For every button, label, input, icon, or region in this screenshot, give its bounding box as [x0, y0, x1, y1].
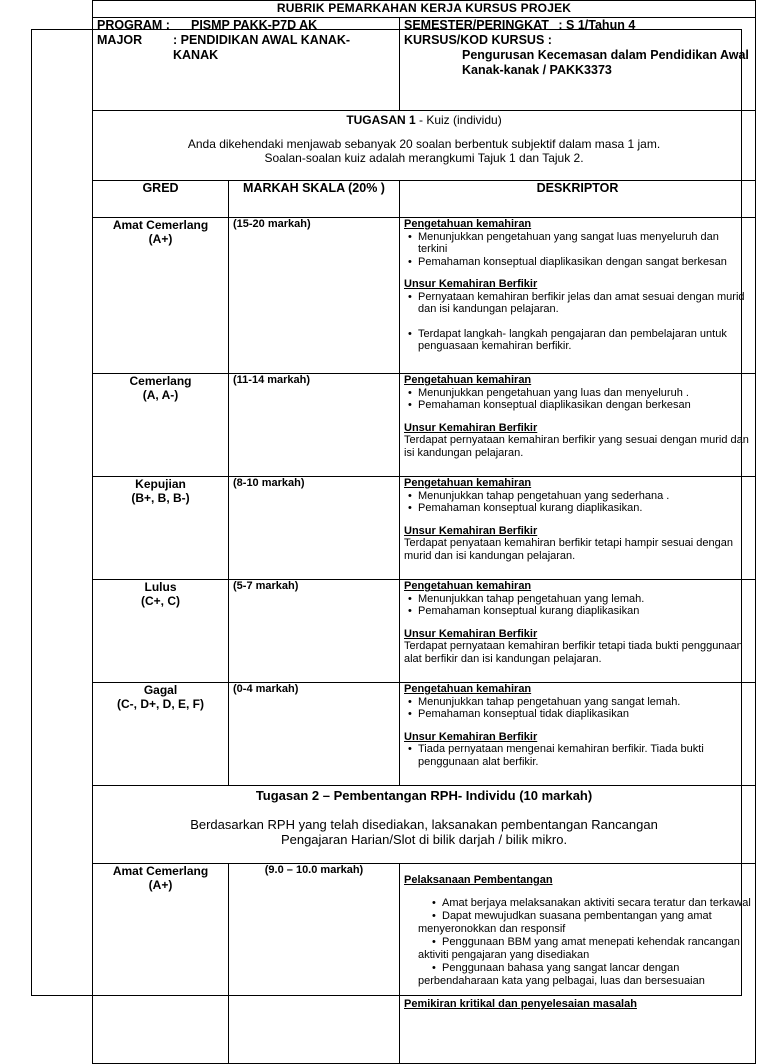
descriptor-list: [404, 593, 751, 618]
rubric-title: RUBRIK PEMARKAHAN KERJA KURSUS PROJEK: [93, 1, 756, 18]
descriptor-text: Terdapat penyataan kemahiran berfikir tetapi hampir sesuai dengan murid dan isi kandungan pelajaran.: [404, 537, 733, 562]
task2-rows: [93, 864, 756, 1064]
program-label: PROGRAM :: [97, 18, 170, 32]
grade-code: (A, A-): [142, 388, 179, 402]
descriptor-item: • Pemahaman konseptual tidak diaplikasikan: [418, 708, 751, 721]
grade-code: (B+, B, B-): [131, 491, 190, 505]
descriptor-cell: [400, 683, 756, 786]
section-heading: Pengetahuan kemahiran: [404, 477, 532, 489]
descriptor-item: • Pemahaman konseptual kurang diaplikasikan: [418, 605, 751, 618]
descriptor-text: Terdapat pernyataan kemahiran berfikir yang sesuai dengan murid dan isi kandungan pelajaran.: [404, 434, 749, 459]
grade-row: [93, 580, 756, 683]
grade-name: Kepujian: [135, 477, 186, 491]
program-value: PISMP PAKK-P7D AK: [191, 18, 318, 32]
section-heading: Pengetahuan kemahiran: [404, 374, 532, 386]
task1-rows: [93, 218, 756, 786]
section-heading: Unsur Kemahiran Berfikir: [404, 524, 538, 537]
title-row: [93, 1, 756, 18]
section-heading: Unsur Kemahiran Berfikir: [404, 278, 538, 290]
grade-code: (A+): [148, 232, 173, 246]
course-label: KURSUS/KOD KURSUS :: [404, 33, 552, 47]
semester-value: : S 1/Tahun 4: [558, 18, 636, 32]
task1-instruction-line1: Anda dikehendaki menjawab sebanyak 20 soalan berbentuk subjektif dalam masa 1 jam.: [187, 137, 661, 151]
col-mark-header: MARKAH SKALA (20% ): [229, 181, 400, 218]
grade-cell: [93, 374, 229, 477]
descriptor-cell: [400, 477, 756, 580]
col-grade-header: GRED: [93, 181, 229, 218]
grade-row: [93, 374, 756, 477]
grade-code: (C+, C): [141, 594, 180, 608]
grade-cell: [93, 218, 229, 374]
mark-range: (9.0 – 10.0 markah): [229, 864, 400, 1064]
descriptor-cell: [400, 580, 756, 683]
section-heading: Pemikiran kritikal dan penyelesaian masalah: [404, 998, 637, 1010]
descriptor-item: • Amat berjaya melaksanakan aktiviti secara teratur dan terkawal: [418, 897, 751, 910]
section-heading: Pengetahuan kemahiran: [404, 580, 532, 592]
spacer: [404, 721, 751, 731]
section-heading: Unsur Kemahiran Berfikir: [404, 730, 538, 743]
major-label: MAJOR: [97, 33, 143, 47]
descriptor-item: • Menunjukkan tahap pengetahuan yang sederhana .: [418, 490, 751, 503]
semester-course-cell: [400, 18, 756, 111]
descriptor-item: • Dapat mewujudkan suasana pembentangan yang amat menyeronokkan dan responsif: [418, 910, 751, 935]
major-value: : PENDIDIKAN AWAL KANAK-KANAK: [173, 33, 351, 62]
task2-cell: [93, 786, 756, 864]
grade-name: Amat Cemerlang: [112, 218, 209, 232]
grade-row: [93, 477, 756, 580]
task2-instruction-line2: Pengajaran Harian/Slot di bilik darjah / bilik mikro.: [280, 832, 568, 847]
section-heading: Pengetahuan kemahiran: [404, 218, 532, 230]
grade-cell: [93, 683, 229, 786]
grade-code: (A+): [148, 878, 173, 892]
grade-code: (C-, D+, D, E, F): [117, 697, 204, 711]
spacer: [404, 618, 751, 628]
section-heading: Unsur Kemahiran Berfikir: [404, 627, 538, 640]
grade-row: [93, 218, 756, 374]
grade-row: [93, 864, 756, 1064]
rubric-table: [92, 0, 756, 1064]
descriptor-item: • Pernyataan kemahiran berfikir jelas dan amat sesuai dengan murid dan isi kandungan pelajaran.: [418, 291, 751, 316]
descriptor-list: [404, 743, 751, 768]
mark-range: (8-10 markah): [229, 477, 400, 580]
section-heading: Pengetahuan kemahiran: [404, 683, 532, 695]
descriptor-list: [404, 231, 751, 269]
grade-name: Lulus: [144, 580, 177, 594]
course-value: Pengurusan Kecemasan dalam Pendidikan Awal Kanak-kanak / PAKK3373: [462, 48, 749, 77]
descriptor-list: [404, 696, 751, 721]
descriptor-item: • Pemahaman konseptual diaplikasikan dengan sangat berkesan: [418, 256, 751, 269]
info-row: [93, 18, 756, 111]
descriptor-text: Terdapat pernyataan kemahiran berfikir tetapi tiada bukti penggunaan alat berfikir dan isi kandungan pelajaran.: [404, 640, 743, 665]
task2-instruction-line1: Berdasarkan RPH yang telah disediakan, laksanakan pembentangan Rancangan: [190, 817, 658, 832]
descriptor-cell: [400, 374, 756, 477]
descriptor-cell: [400, 864, 756, 1064]
column-header-row: [93, 181, 756, 218]
col-descriptor-header: DESKRIPTOR: [400, 181, 756, 218]
task2-title: Tugasan 2 – Pembentangan RPH- Individu (10 markah): [255, 788, 593, 803]
spacer: [404, 515, 751, 525]
grade-name: Gagal: [143, 683, 178, 697]
grade-cell: [93, 864, 229, 1064]
descriptor-item: • Menunjukkan pengetahuan yang luas dan menyeluruh .: [418, 387, 751, 400]
spacer: [404, 988, 751, 998]
task1-row: [93, 111, 756, 181]
grade-name: Amat Cemerlang: [112, 864, 209, 878]
semester-label: SEMESTER/PERINGKAT: [404, 18, 549, 32]
descriptor-cell: [400, 218, 756, 374]
descriptor-item: • Pemahaman konseptual kurang diaplikasikan.: [418, 502, 751, 515]
descriptor-item: • Pemahaman konseptual diaplikasikan dengan berkesan: [418, 399, 751, 412]
descriptor-item: • Terdapat langkah- langkah pengajaran dan pembelajaran untuk penguasaan kemahiran berfikir.: [418, 328, 751, 353]
spacer: [404, 268, 751, 278]
descriptor-list: [404, 291, 751, 353]
grade-name: Cemerlang: [129, 374, 192, 388]
grade-row: [93, 683, 756, 786]
task2-row: [93, 786, 756, 864]
spacer: [404, 412, 751, 422]
mark-range: (5-7 markah): [229, 580, 400, 683]
descriptor-item: • Menunjukkan pengetahuan yang sangat luas menyeluruh dan terkini: [418, 231, 751, 256]
section-heading: Pelaksanaan Pembentangan: [404, 874, 553, 886]
task1-subtitle: - Kuiz (individu): [415, 113, 502, 127]
descriptor-item: • Tiada pernyataan mengenai kemahiran berfikir. Tiada bukti penggunaan alat berfikir.: [418, 743, 751, 768]
section-heading: Unsur Kemahiran Berfikir: [404, 421, 538, 434]
descriptor-list: [404, 897, 751, 988]
descriptor-item: • Menunjukkan tahap pengetahuan yang lemah.: [418, 593, 751, 606]
mark-range: (11-14 markah): [229, 374, 400, 477]
task1-title: TUGASAN 1: [346, 113, 416, 127]
task1-instruction-line2: Soalan-soalan kuiz adalah merangkumi Tajuk 1 dan Tajuk 2.: [264, 151, 584, 165]
mark-range: (0-4 markah): [229, 683, 400, 786]
task1-cell: [93, 111, 756, 181]
spacer: [404, 887, 751, 897]
mark-range: (15-20 markah): [229, 218, 400, 374]
descriptor-item: • Menunjukkan tahap pengetahuan yang sangat lemah.: [418, 696, 751, 709]
grade-cell: [93, 477, 229, 580]
descriptor-list: [404, 490, 751, 515]
descriptor-list: [404, 387, 751, 412]
descriptor-item: • Penggunaan bahasa yang sangat lancar dengan perbendaharaan kata yang pelbagai, luas dan bersesuaian: [418, 962, 751, 987]
program-major-cell: [93, 18, 400, 111]
grade-cell: [93, 580, 229, 683]
descriptor-item: • Penggunaan BBM yang amat menepati kehendak rancangan aktiviti pengajaran yang disediakan: [418, 936, 751, 961]
